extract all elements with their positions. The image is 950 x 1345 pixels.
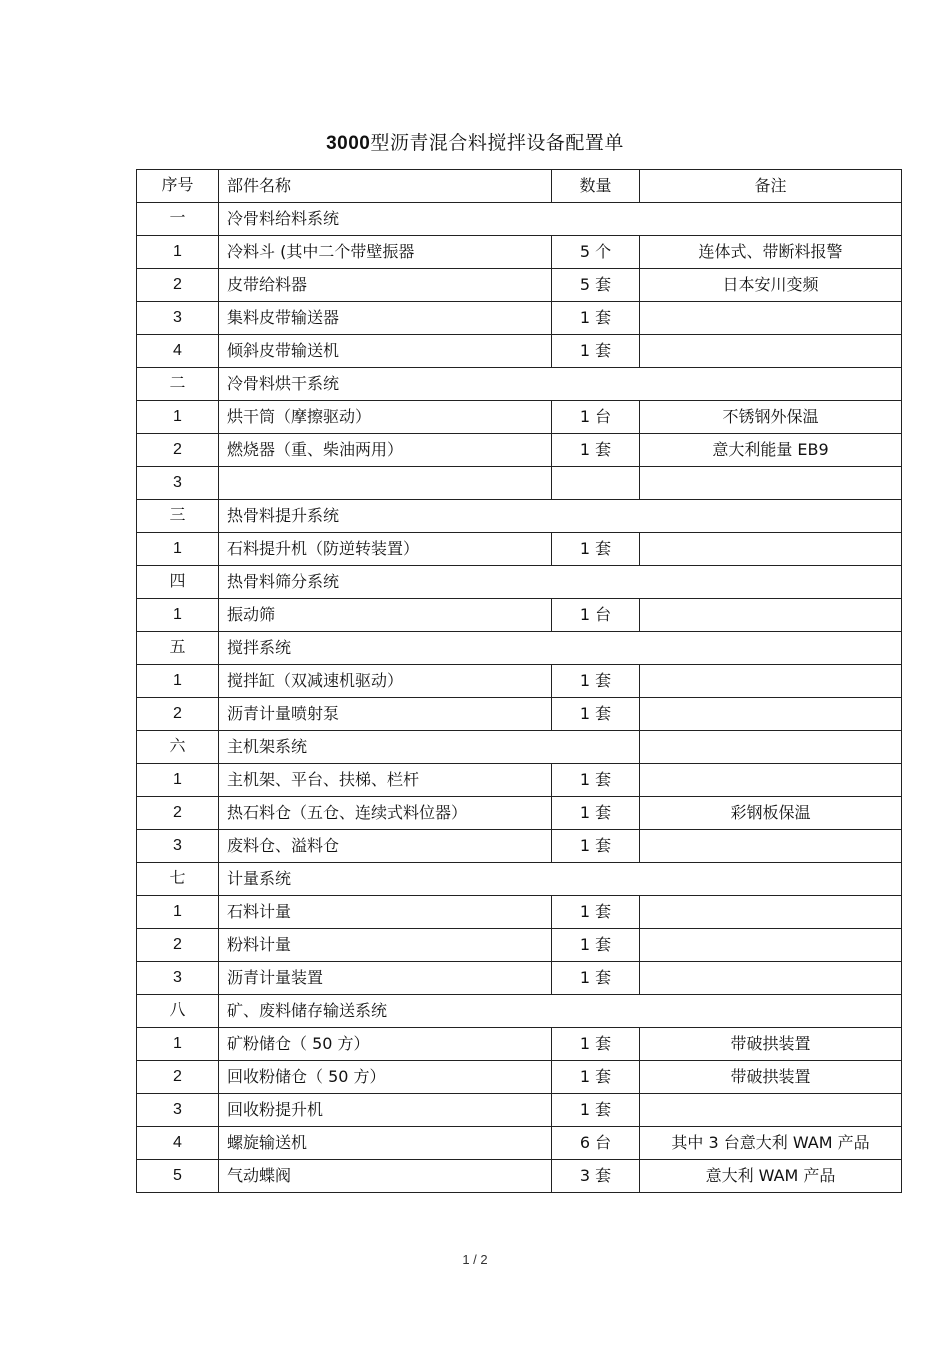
page-title [0, 128, 950, 155]
table-header-row [137, 170, 902, 203]
row-name: 废料仓、溢料仓 [219, 830, 552, 863]
row-name: 粉料计量 [219, 929, 552, 962]
row-qty: 5 个 [552, 236, 640, 269]
header-name: 部件名称 [219, 170, 552, 203]
row-qty: 1 台 [552, 401, 640, 434]
table-row [137, 1094, 902, 1127]
row-name: 矿粉储仓（ 50 方） [219, 1028, 552, 1061]
table-row [137, 467, 902, 500]
row-seq: 1 [137, 533, 219, 566]
table-row [137, 401, 902, 434]
row-note [640, 302, 902, 335]
section-title: 矿、废料储存输送系统 [219, 995, 902, 1028]
row-qty: 1 套 [552, 962, 640, 995]
table-row [137, 665, 902, 698]
table-row [137, 896, 902, 929]
row-note: 带破拱装置 [640, 1028, 902, 1061]
row-qty: 6 台 [552, 1127, 640, 1160]
row-qty: 1 套 [552, 533, 640, 566]
row-note: 彩钢板保温 [640, 797, 902, 830]
table-row [137, 302, 902, 335]
row-name: 烘干筒（摩擦驱动） [219, 401, 552, 434]
row-name: 石料计量 [219, 896, 552, 929]
row-name: 沥青计量喷射泵 [219, 698, 552, 731]
row-seq: 1 [137, 236, 219, 269]
section-row [137, 731, 902, 764]
table-row [137, 1160, 902, 1193]
row-name: 气动蝶阀 [219, 1160, 552, 1193]
row-note [640, 533, 902, 566]
row-note [640, 929, 902, 962]
header-seq: 序号 [137, 170, 219, 203]
title-number: 3000 [326, 133, 371, 154]
title-text: 型沥青混合料搅拌设备配置单 [370, 132, 624, 154]
row-seq: 五 [137, 632, 219, 665]
section-title: 热骨料筛分系统 [219, 566, 902, 599]
table-row [137, 929, 902, 962]
row-seq: 2 [137, 1061, 219, 1094]
table-row [137, 599, 902, 632]
row-qty: 1 台 [552, 599, 640, 632]
row-qty: 1 套 [552, 764, 640, 797]
row-name: 倾斜皮带输送机 [219, 335, 552, 368]
row-name: 集料皮带输送器 [219, 302, 552, 335]
table-row [137, 533, 902, 566]
section-title: 热骨料提升系统 [219, 500, 902, 533]
row-seq: 2 [137, 698, 219, 731]
table-row [137, 830, 902, 863]
row-name: 燃烧器（重、柴油两用） [219, 434, 552, 467]
row-name [219, 467, 552, 500]
section-row [137, 203, 902, 236]
row-note [640, 335, 902, 368]
row-name: 振动筛 [219, 599, 552, 632]
table-row [137, 335, 902, 368]
row-note [640, 698, 902, 731]
configuration-table [136, 169, 902, 1193]
row-qty: 1 套 [552, 830, 640, 863]
row-note [640, 896, 902, 929]
table-row [137, 269, 902, 302]
row-seq: 1 [137, 665, 219, 698]
row-seq: 1 [137, 599, 219, 632]
table-row [137, 1061, 902, 1094]
row-seq: 四 [137, 566, 219, 599]
section-title: 计量系统 [219, 863, 902, 896]
row-note [640, 599, 902, 632]
row-note [640, 1094, 902, 1127]
section-row [137, 368, 902, 401]
row-seq: 七 [137, 863, 219, 896]
row-note [640, 764, 902, 797]
row-seq: 2 [137, 269, 219, 302]
row-seq: 1 [137, 401, 219, 434]
row-note [640, 830, 902, 863]
row-seq: 2 [137, 929, 219, 962]
row-note: 意大利 WAM 产品 [640, 1160, 902, 1193]
row-seq: 1 [137, 1028, 219, 1061]
table-row [137, 1028, 902, 1061]
row-seq: 4 [137, 335, 219, 368]
row-seq: 一 [137, 203, 219, 236]
row-seq: 3 [137, 467, 219, 500]
row-seq: 六 [137, 731, 219, 764]
row-note: 其中 3 台意大利 WAM 产品 [640, 1127, 902, 1160]
row-seq: 三 [137, 500, 219, 533]
header-note: 备注 [640, 170, 902, 203]
row-qty: 1 套 [552, 1061, 640, 1094]
row-note [640, 467, 902, 500]
row-note: 不锈钢外保温 [640, 401, 902, 434]
row-qty: 1 套 [552, 797, 640, 830]
section-title: 冷骨料烘干系统 [219, 368, 902, 401]
row-seq: 3 [137, 830, 219, 863]
section-row [137, 566, 902, 599]
row-seq: 二 [137, 368, 219, 401]
table-row [137, 764, 902, 797]
section-title: 冷骨料给料系统 [219, 203, 902, 236]
section-title: 搅拌系统 [219, 632, 902, 665]
row-seq: 5 [137, 1160, 219, 1193]
row-qty: 1 套 [552, 335, 640, 368]
row-name: 回收粉储仓（ 50 方） [219, 1061, 552, 1094]
row-name: 皮带给料器 [219, 269, 552, 302]
row-seq: 4 [137, 1127, 219, 1160]
row-qty: 1 套 [552, 698, 640, 731]
row-seq: 2 [137, 434, 219, 467]
row-name: 主机架、平台、扶梯、栏杆 [219, 764, 552, 797]
section-row [137, 863, 902, 896]
row-note: 带破拱装置 [640, 1061, 902, 1094]
row-qty: 1 套 [552, 896, 640, 929]
row-seq: 3 [137, 1094, 219, 1127]
row-seq: 1 [137, 896, 219, 929]
row-qty: 1 套 [552, 665, 640, 698]
table-row [137, 1127, 902, 1160]
row-seq: 3 [137, 302, 219, 335]
row-qty: 3 套 [552, 1160, 640, 1193]
row-name: 热石料仓（五仓、连续式料位器） [219, 797, 552, 830]
table-row [137, 236, 902, 269]
row-seq: 八 [137, 995, 219, 1028]
row-name: 沥青计量装置 [219, 962, 552, 995]
section-title: 主机架系统 [219, 731, 640, 764]
section-row [137, 500, 902, 533]
row-note [640, 665, 902, 698]
row-note [640, 962, 902, 995]
table-row [137, 797, 902, 830]
row-name: 搅拌缸（双减速机驱动） [219, 665, 552, 698]
table-row [137, 434, 902, 467]
section-row [137, 632, 902, 665]
row-note: 连体式、带断料报警 [640, 236, 902, 269]
header-qty: 数量 [552, 170, 640, 203]
row-qty: 1 套 [552, 302, 640, 335]
row-qty: 1 套 [552, 929, 640, 962]
row-seq: 2 [137, 797, 219, 830]
row-note: 日本安川变频 [640, 269, 902, 302]
row-qty: 1 套 [552, 1094, 640, 1127]
row-qty: 1 套 [552, 1028, 640, 1061]
page-number: 1 / 2 [462, 1252, 488, 1267]
row-note [640, 731, 902, 764]
table-row [137, 698, 902, 731]
row-seq: 1 [137, 764, 219, 797]
row-name: 石料提升机（防逆转装置） [219, 533, 552, 566]
row-name: 冷料斗 (其中二个带壁振器 [219, 236, 552, 269]
row-qty [552, 467, 640, 500]
row-name: 螺旋输送机 [219, 1127, 552, 1160]
row-seq: 3 [137, 962, 219, 995]
row-qty: 5 套 [552, 269, 640, 302]
table-row [137, 962, 902, 995]
row-note: 意大利能量 EB9 [640, 434, 902, 467]
section-row [137, 995, 902, 1028]
row-name: 回收粉提升机 [219, 1094, 552, 1127]
row-qty: 1 套 [552, 434, 640, 467]
